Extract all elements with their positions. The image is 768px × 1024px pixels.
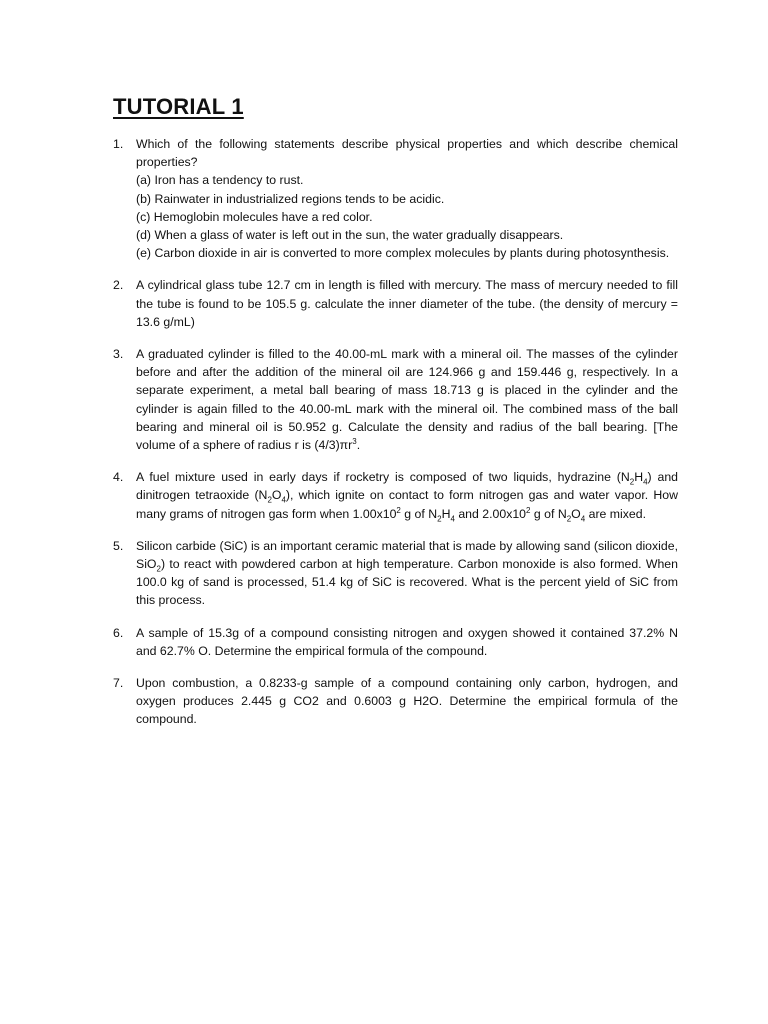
subscript: 2 <box>629 477 635 487</box>
question-6 <box>113 624 678 660</box>
question-text: H <box>441 506 451 521</box>
question-text: and 2.00x10 <box>454 506 527 521</box>
subscript: 2 <box>156 564 161 574</box>
superscript: 3 <box>352 436 357 446</box>
question-text: A cylindrical glass tube 12.7 cm in length is filled with mercury. The mass of mercury needed to fill the tube is found to be 105.5 g. calculate the inner diameter of the tube. (the density of mercury = 13.6 g/mL) <box>136 278 678 329</box>
question-text: g of N <box>400 506 438 521</box>
subscript: 4 <box>580 514 586 524</box>
question-text: are mixed. <box>585 506 647 521</box>
question-text: Silicon carbide (SiC) is an important ceramic material that is made by allowing sand (silicon dioxide, SiO <box>136 538 678 572</box>
question-number: 1. <box>113 137 124 151</box>
question-text: A graduated cylinder is filled to the 40.00-mL mark with a mineral oil. The masses of the cylinder before and after the addition of the mineral oil are 124.966 g and 159.446 g, respectively. In a separate experiment, a metal ball bearing of mass 18.713 g is placed in the cylinder and the cylinder is again filled to the 40.00-mL mark with the mineral oil. The combined mass of the ball bearing and mineral oil is 50.952 g. Calculate the density and radius of the ball bearing. [The volume of a sphere of radius r is (4/3)πr <box>136 347 678 453</box>
subscript: 2 <box>267 495 272 505</box>
question-text: ) to react with powdered carbon at high temperature. Carbon monoxide is also formed. When 100.0 kg of sand is processed, 51.4 kg of SiC is recovered. What is the percent yield of SiC from this process. <box>136 557 678 608</box>
question-2 <box>113 276 678 331</box>
question-number: 2. <box>113 278 124 293</box>
subscript: 4 <box>450 514 455 524</box>
question-text: Which of the following statements describe physical properties and which describe chemical properties? <box>136 137 678 170</box>
superscript: 2 <box>396 505 401 515</box>
subscript: 4 <box>643 477 648 487</box>
question-part-c: (c) Hemoglobin molecules have a red color. <box>136 209 373 224</box>
question-number: 3. <box>113 347 124 362</box>
subscript: 2 <box>437 514 442 524</box>
question-1 <box>113 135 678 262</box>
question-text: Upon combustion, a 0.8233-g sample of a compound containing only carbon, hydrogen, and oxygen produces 2.445 g CO2 and 0.6003 g H2O. Determine the empirical formula of the compound. <box>136 676 678 727</box>
question-7 <box>113 674 678 729</box>
question-5 <box>113 537 678 610</box>
question-text: A sample of 15.3g of a compound consisting nitrogen and oxygen showed it contained 37.2% N and 62.7% O. Determine the empirical formula of the compound. <box>136 625 678 658</box>
question-4 <box>113 468 678 523</box>
question-number: 5. <box>113 538 124 553</box>
subscript: 4 <box>281 495 286 505</box>
question-text: O <box>271 488 282 503</box>
question-part-b: (b) Rainwater in industrialized regions tends to be acidic. <box>136 191 445 206</box>
question-text: H <box>634 470 644 485</box>
question-part-e: (e) Carbon dioxide in air is converted to more complex molecules by plants during photosynthesis. <box>136 246 670 261</box>
question-number: 7. <box>113 676 124 691</box>
question-3 <box>113 345 678 454</box>
question-text: O <box>571 506 581 521</box>
question-list <box>113 135 678 729</box>
question-part-d: (d) When a glass of water is left out in the sun, the water gradually disappears. <box>136 228 564 243</box>
question-text: ) and dinitrogen tetraoxide (N <box>136 470 678 503</box>
superscript: 2 <box>526 505 531 515</box>
question-part-a: (a) Iron has a tendency to rust. <box>136 173 304 188</box>
question-number: 6. <box>113 625 124 640</box>
question-text: A fuel mixture used in early days if rocketry is composed of two liquids, hydrazine (N <box>136 470 630 485</box>
page-title: TUTORIAL 1 <box>113 94 244 119</box>
question-number: 4. <box>113 470 124 485</box>
question-text: g of N <box>530 506 567 521</box>
question-text-end: . <box>356 438 361 453</box>
question-text: ), which ignite on contact to form nitrogen gas and water vapor. How many grams of nitrogen gas form when 1.00x10 <box>136 488 679 521</box>
subscript: 2 <box>566 514 572 524</box>
